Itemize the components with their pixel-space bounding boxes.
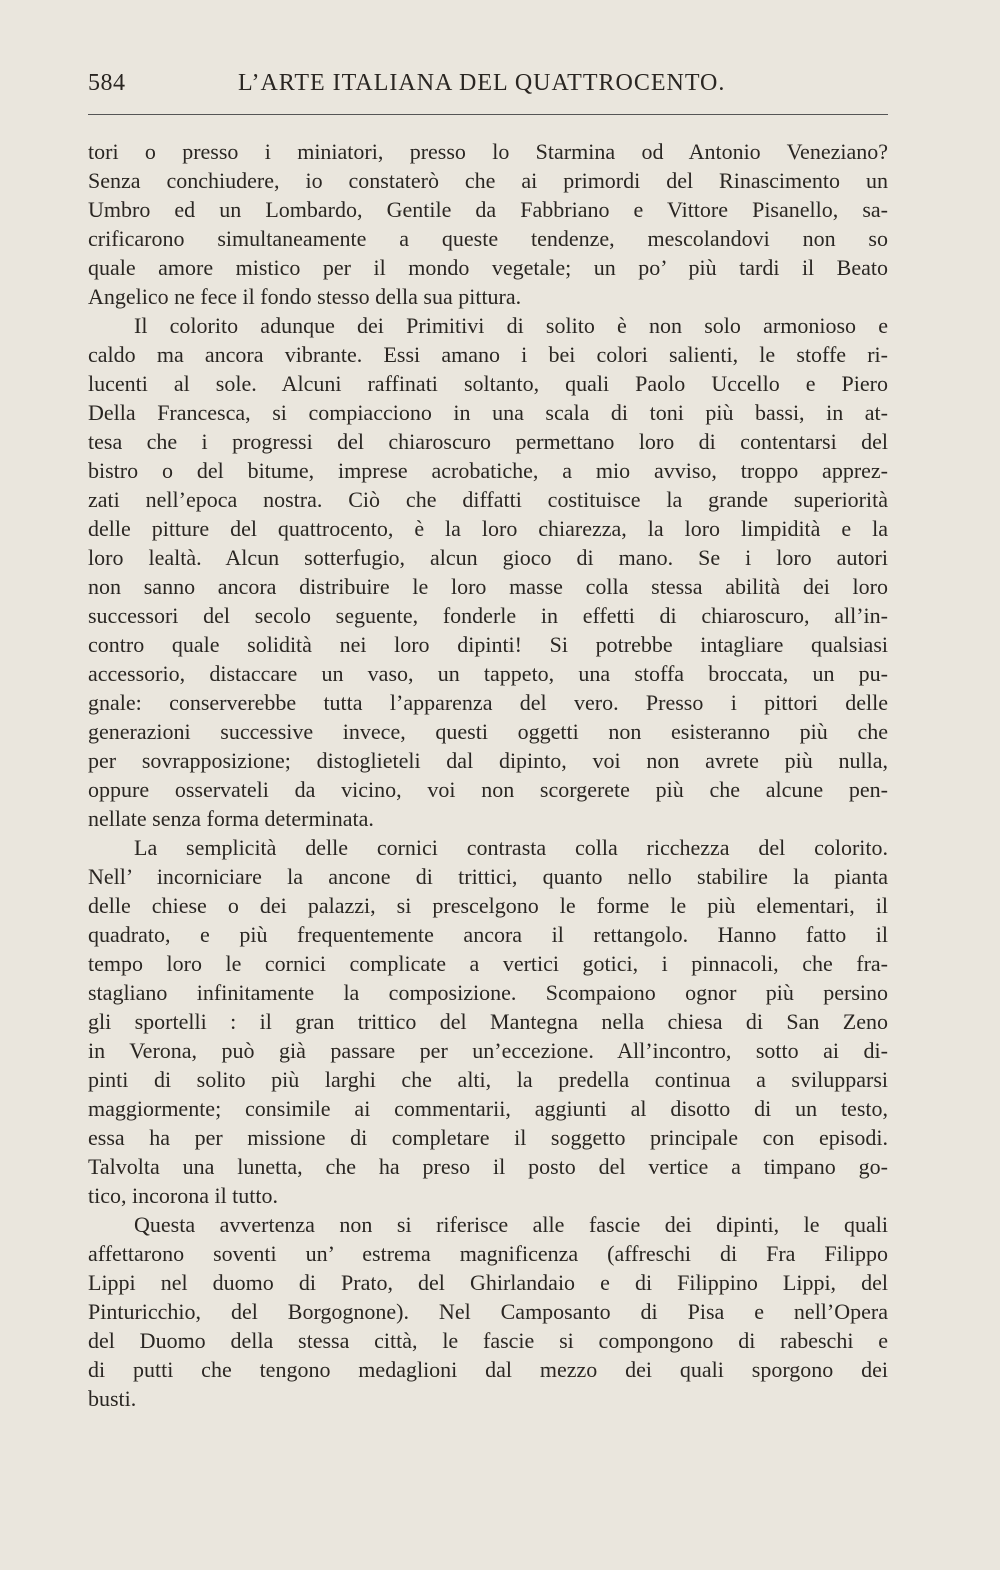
text-line: tesa che i progressi del chiaroscuro permettano loro di contentarsi del [88,429,888,454]
text-line: tempo loro le cornici complicate a vertici gotici, i pinnacoli, che fra- [88,951,888,976]
text-line: in Verona, può già passare per un’eccezione. All’incontro, sotto ai di- [88,1038,888,1063]
text-line: generazioni successive invece, questi oggetti non esisteranno più che [88,719,888,744]
text-line: nellate senza forma determinata. [88,806,374,831]
text-line: quale amore mistico per il mondo vegetale; un po’ più tardi il Beato [88,255,888,280]
text-line: Nell’ incorniciare la ancone di trittici, quanto nello stabilire la pianta [88,864,888,889]
text-line: loro lealtà. Alcun sotterfugio, alcun gioco di mano. Se i loro autori [88,545,888,570]
paragraph [88,833,888,1210]
text-line: successori del secolo seguente, fonderle in effetti di chiaroscuro, all’in- [88,603,888,628]
text-line: gli sportelli : il gran trittico del Mantegna nella chiesa di San Zeno [88,1009,888,1034]
text-line: delle chiese o dei palazzi, si prescelgono le forme le più elementari, il [88,893,888,918]
text-line: affettarono soventi un’ estrema magnificenza (affreschi di Fra Filippo [88,1241,888,1266]
text-line: Della Francesca, si compiacciono in una scala di toni più bassi, in at- [88,400,888,425]
text-line: maggiormente; consimile ai commentarii, aggiunti al disotto di un testo, [88,1096,888,1121]
text-line: caldo ma ancora vibrante. Essi amano i bei colori salienti, le stoffe ri- [88,342,888,367]
text-line: tori o presso i miniatori, presso lo Starmina od Antonio Veneziano? [88,139,888,164]
text-line: oppure osservateli da vicino, voi non scorgerete più che alcune pen- [88,777,888,802]
text-line: Pinturicchio, del Borgognone). Nel Camposanto di Pisa e nell’Opera [88,1299,888,1324]
text-line: delle pitture del quattrocento, è la loro chiarezza, la loro limpidità e la [88,516,888,541]
text-line: La semplicità delle cornici contrasta colla ricchezza del colorito. [134,835,888,860]
text-line: Senza conchiudere, io constaterò che ai primordi del Rinascimento un [88,168,888,193]
page-number: 584 [88,70,126,96]
paragraph [88,311,888,833]
text-line: accessorio, distaccare un vaso, un tappeto, una stoffa broccata, un pu- [88,661,888,686]
text-line: di putti che tengono medaglioni dal mezzo dei quali sporgono dei [88,1357,888,1382]
text-line: Questa avvertenza non si riferisce alle fascie dei dipinti, le quali [134,1212,888,1237]
text-line: stagliano infinitamente la composizione. Scompaiono ognor più persino [88,980,888,1005]
text-line: per sovrapposizione; distoglieteli dal dipinto, voi non avrete più nulla, [88,748,888,773]
body-text [88,137,888,1413]
text-line: non sanno ancora distribuire le loro masse colla stessa abilità dei loro [88,574,888,599]
text-line: crificarono simultaneamente a queste tendenze, mescolandovi non so [88,226,888,251]
paragraph [88,1210,888,1413]
text-line: Talvolta una lunetta, che ha preso il posto del vertice a timpano go- [88,1154,888,1179]
text-line: Angelico ne fece il fondo stesso della sua pittura. [88,284,522,309]
text-line: essa ha per missione di completare il soggetto principale con episodi. [88,1125,888,1150]
running-title: L’ARTE ITALIANA DEL QUATTROCENTO. [238,70,726,96]
text-line: Il colorito adunque dei Primitivi di solito è non solo armonioso e [134,313,888,338]
text-line: contro quale solidità nei loro dipinti! Si potrebbe intagliare qualsiasi [88,632,888,657]
text-line: bistro o del bitume, imprese acrobatiche, a mio avviso, troppo apprez- [88,458,888,483]
header-rule [88,114,888,115]
text-line: Umbro ed un Lombardo, Gentile da Fabbriano e Vittore Pisanello, sa- [88,197,888,222]
text-line: lucenti al sole. Alcuni raffinati soltanto, quali Paolo Uccello e Piero [88,371,888,396]
text-line: del Duomo della stessa città, le fascie si compongono di rabeschi e [88,1328,888,1353]
text-line: Lippi nel duomo di Prato, del Ghirlandaio e di Filippino Lippi, del [88,1270,888,1295]
text-line: busti. [88,1386,137,1411]
text-line: pinti di solito più larghi che alti, la predella continua a svilupparsi [88,1067,888,1092]
text-line: gnale: conserverebbe tutta l’apparenza del vero. Presso i pittori delle [88,690,888,715]
text-line: tico, incorona il tutto. [88,1183,279,1208]
page-header [88,64,888,104]
text-line: quadrato, e più frequentemente ancora il rettangolo. Hanno fatto il [88,922,888,947]
text-line: zati nell’epoca nostra. Ciò che diffatti costituisce la grande superiorità [88,487,888,512]
paragraph [88,137,888,311]
